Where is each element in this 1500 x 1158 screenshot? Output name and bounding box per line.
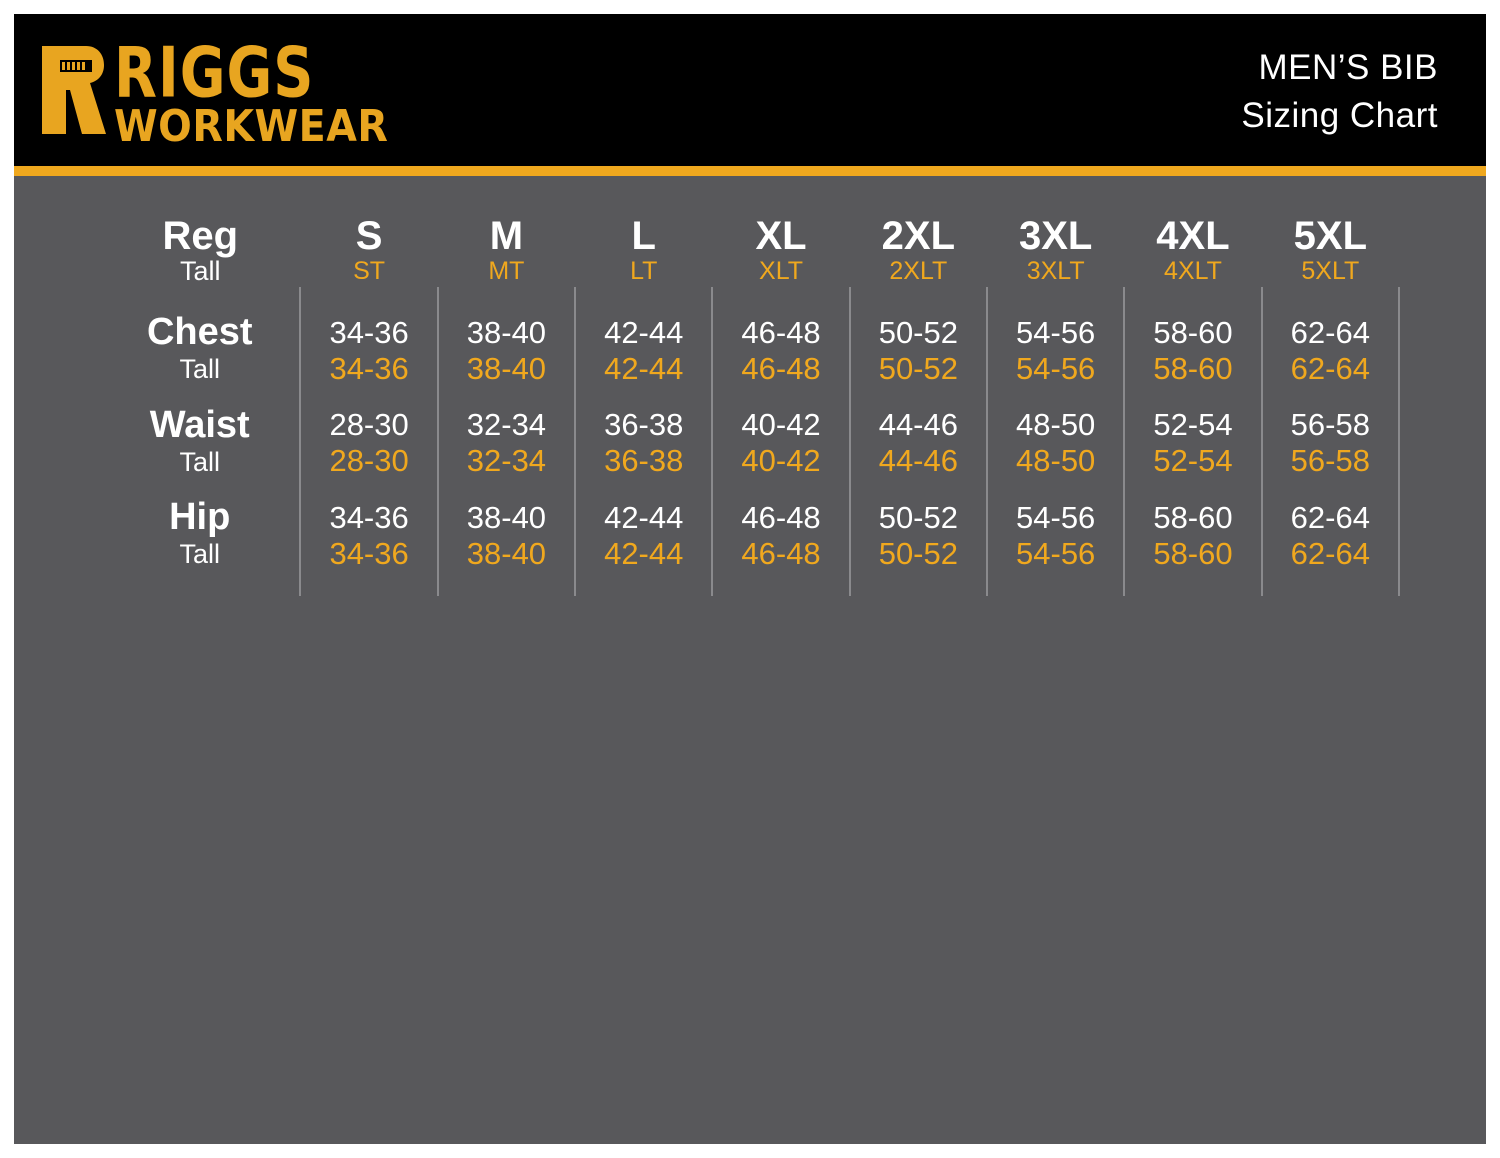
column-header-5xlt: 5XLT xyxy=(1301,257,1360,286)
cell-waist-m: 32-34 xyxy=(438,406,575,446)
table-header-row-reg xyxy=(100,215,1399,257)
cell-waist-lt: 36-38 xyxy=(575,445,712,478)
sizing-table xyxy=(100,215,1400,596)
row-label-hip-tall: Tall xyxy=(179,538,220,569)
spacer-cell xyxy=(712,478,849,498)
spacer-cell xyxy=(850,386,987,406)
cell-hip-2xlt: 50-52 xyxy=(850,538,987,571)
spacer-cell xyxy=(438,287,575,313)
spacer-cell xyxy=(1262,287,1399,313)
cell-waist-xlt: 40-42 xyxy=(712,445,849,478)
spacer-cell xyxy=(100,478,300,498)
cell-chest-xl: 46-48 xyxy=(712,313,849,353)
table-row xyxy=(100,445,1399,478)
column-header-s: S xyxy=(355,214,383,258)
cell-chest-5xlt: 62-64 xyxy=(1262,353,1399,386)
cell-waist-l: 36-38 xyxy=(575,406,712,446)
column-header-4xlt: 4XLT xyxy=(1164,257,1222,286)
cell-waist-2xl: 44-46 xyxy=(850,406,987,446)
page-title-line1: MEN’S BIB xyxy=(1258,48,1438,87)
brand-wordmark xyxy=(114,31,391,152)
spacer-cell xyxy=(575,478,712,498)
table-header-row-tall xyxy=(100,257,1399,287)
row-gap xyxy=(100,386,1399,406)
spacer-cell xyxy=(987,478,1124,498)
cell-hip-2xl: 50-52 xyxy=(850,498,987,538)
cell-hip-st: 34-36 xyxy=(300,538,437,571)
spacer-cell xyxy=(1124,386,1261,406)
cell-chest-5xl: 62-64 xyxy=(1262,313,1399,353)
cell-waist-5xl: 56-58 xyxy=(1262,406,1399,446)
column-header-2xlt: 2XLT xyxy=(889,257,948,286)
page-title xyxy=(1241,48,1438,136)
row-label-waist: Waist xyxy=(149,403,250,446)
page-header xyxy=(14,14,1486,166)
row-gap xyxy=(100,478,1399,498)
column-header-mt: MT xyxy=(488,257,525,286)
spacer-cell xyxy=(438,386,575,406)
cell-waist-4xl: 52-54 xyxy=(1124,406,1261,446)
column-header-lt: LT xyxy=(630,257,658,286)
brand-name-line1: RIGGS xyxy=(114,31,315,114)
spacer-cell xyxy=(712,287,849,313)
spacer-cell xyxy=(712,570,849,596)
brand-logo xyxy=(40,31,391,152)
cell-waist-2xlt: 44-46 xyxy=(850,445,987,478)
spacer-cell xyxy=(850,570,987,596)
column-header-4xl: 4XL xyxy=(1156,214,1230,258)
row-label-chest-tall: Tall xyxy=(179,354,220,385)
spacer-cell xyxy=(712,386,849,406)
brand-name-line2: WORKWEAR xyxy=(114,101,389,152)
spacer-cell xyxy=(438,478,575,498)
riggs-r-logo-icon xyxy=(40,44,106,136)
cell-waist-mt: 32-34 xyxy=(438,445,575,478)
cell-waist-3xlt: 48-50 xyxy=(987,445,1124,478)
spacer-cell xyxy=(300,287,437,313)
spacer-cell xyxy=(575,386,712,406)
spacer-cell xyxy=(1124,570,1261,596)
cell-hip-xlt: 46-48 xyxy=(712,538,849,571)
spacer-cell xyxy=(300,570,437,596)
cell-hip-l: 42-44 xyxy=(575,498,712,538)
cell-hip-5xl: 62-64 xyxy=(1262,498,1399,538)
spacer-cell xyxy=(438,570,575,596)
spacer-cell xyxy=(1262,570,1399,596)
cell-hip-4xlt: 58-60 xyxy=(1124,538,1261,571)
column-header-5xl: 5XL xyxy=(1293,214,1367,258)
table-row xyxy=(100,498,1399,538)
column-header-3xl: 3XL xyxy=(1018,214,1093,258)
corner-label-reg: Reg xyxy=(162,214,239,258)
spacer-cell xyxy=(300,478,437,498)
cell-hip-lt: 42-44 xyxy=(575,538,712,571)
accent-divider xyxy=(14,166,1486,176)
cell-hip-mt: 38-40 xyxy=(438,538,575,571)
table-row xyxy=(100,313,1399,353)
spacer-cell xyxy=(1124,478,1261,498)
cell-waist-st: 28-30 xyxy=(300,445,437,478)
spacer-cell xyxy=(1262,478,1399,498)
row-label-hip: Hip xyxy=(169,495,231,538)
cell-hip-xl: 46-48 xyxy=(712,498,849,538)
cell-chest-3xl: 54-56 xyxy=(987,313,1124,353)
spacer-cell xyxy=(850,287,987,313)
spacer-cell xyxy=(987,386,1124,406)
cell-hip-3xl: 54-56 xyxy=(987,498,1124,538)
column-header-m: M xyxy=(489,214,524,258)
column-header-st: ST xyxy=(353,257,386,286)
cell-hip-4xl: 58-60 xyxy=(1124,498,1261,538)
spacer-cell xyxy=(100,287,300,313)
cell-waist-5xlt: 56-58 xyxy=(1262,445,1399,478)
cell-chest-xlt: 46-48 xyxy=(712,353,849,386)
spacer-cell xyxy=(850,478,987,498)
cell-chest-2xl: 50-52 xyxy=(850,313,987,353)
cell-chest-mt: 38-40 xyxy=(438,353,575,386)
cell-chest-2xlt: 50-52 xyxy=(850,353,987,386)
cell-hip-m: 38-40 xyxy=(438,498,575,538)
cell-chest-4xlt: 58-60 xyxy=(1124,353,1261,386)
page-title-line2: Sizing Chart xyxy=(1241,96,1438,135)
cell-hip-s: 34-36 xyxy=(300,498,437,538)
column-header-xlt: XLT xyxy=(759,257,804,286)
cell-waist-3xl: 48-50 xyxy=(987,406,1124,446)
cell-hip-3xlt: 54-56 xyxy=(987,538,1124,571)
spacer-cell xyxy=(987,570,1124,596)
cell-chest-3xlt: 54-56 xyxy=(987,353,1124,386)
column-header-2xl: 2XL xyxy=(881,214,956,258)
spacer-cell xyxy=(987,287,1124,313)
table-row xyxy=(100,406,1399,446)
cell-chest-s: 34-36 xyxy=(300,313,437,353)
table-row xyxy=(100,353,1399,386)
column-header-l: L xyxy=(631,214,656,258)
cell-hip-5xlt: 62-64 xyxy=(1262,538,1399,571)
spacer-cell xyxy=(100,386,300,406)
column-header-3xlt: 3XLT xyxy=(1026,257,1085,286)
cell-chest-m: 38-40 xyxy=(438,313,575,353)
grid-top-spacer xyxy=(100,287,1399,313)
spacer-cell xyxy=(1124,287,1261,313)
spacer-cell xyxy=(1262,386,1399,406)
spacer-cell xyxy=(575,287,712,313)
cell-waist-s: 28-30 xyxy=(300,406,437,446)
spacer-cell xyxy=(575,570,712,596)
spacer-cell xyxy=(300,386,437,406)
row-label-chest: Chest xyxy=(146,311,253,354)
cell-chest-4xl: 58-60 xyxy=(1124,313,1261,353)
row-label-waist-tall: Tall xyxy=(179,446,220,477)
table-row xyxy=(100,538,1399,571)
column-header-xl: XL xyxy=(755,214,807,258)
cell-chest-l: 42-44 xyxy=(575,313,712,353)
cell-chest-lt: 42-44 xyxy=(575,353,712,386)
cell-waist-4xlt: 52-54 xyxy=(1124,445,1261,478)
cell-waist-xl: 40-42 xyxy=(712,406,849,446)
cell-chest-st: 34-36 xyxy=(300,353,437,386)
grid-bottom-spacer xyxy=(100,570,1399,596)
spacer-cell xyxy=(100,570,300,596)
corner-label-tall: Tall xyxy=(179,256,221,287)
